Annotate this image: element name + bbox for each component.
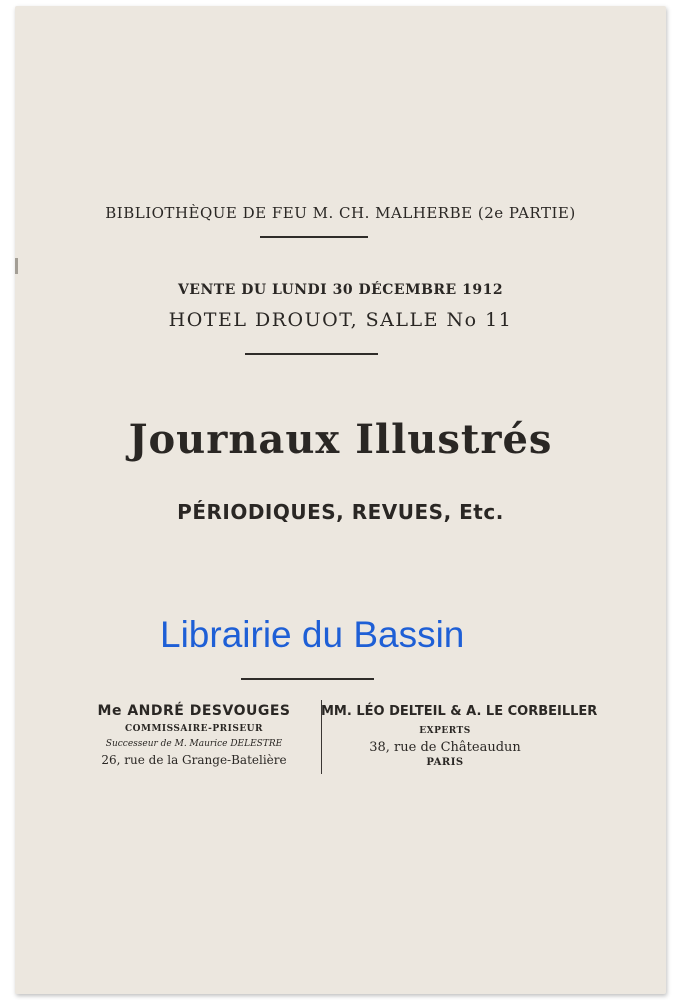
experts-address: 38, rue de Châteaudun <box>369 740 521 755</box>
experts-role: EXPERTS <box>419 726 471 736</box>
catalogue-cover <box>15 6 666 994</box>
auctioneer-address: 26, rue de la Grange-Batelière <box>101 753 287 767</box>
catalogue-title: Journaux Illustrés <box>128 416 553 463</box>
experts-city: PARIS <box>426 757 464 768</box>
library-line: BIBLIOTHÈQUE DE FEU M. CH. MALHERBE (2e PARTIE) <box>105 204 576 222</box>
divider-rule-3 <box>241 678 374 680</box>
auctioneer-role: COMMISSAIRE-PRISEUR <box>124 724 264 734</box>
catalogue-subtitle: PÉRIODIQUES, REVUES, Etc. <box>177 500 504 524</box>
divider-rule-2 <box>245 353 378 355</box>
auctioneer-successor: Successeur de M. Maurice DELESTRE <box>105 739 283 749</box>
library-watermark: Librairie du Bassin <box>160 614 465 655</box>
venue: HOTEL DROUOT, SALLE No 11 <box>168 309 513 331</box>
auctioneer-name: Me ANDRÉ DESVOUGES <box>97 703 291 719</box>
sale-date: VENTE DU LUNDI 30 DÉCEMBRE 1912 <box>177 282 504 298</box>
divider-rule-1 <box>260 236 368 238</box>
binding-mark <box>15 258 18 274</box>
experts-names: MM. LÉO DELTEIL & A. LE CORBEILLER <box>321 704 598 719</box>
